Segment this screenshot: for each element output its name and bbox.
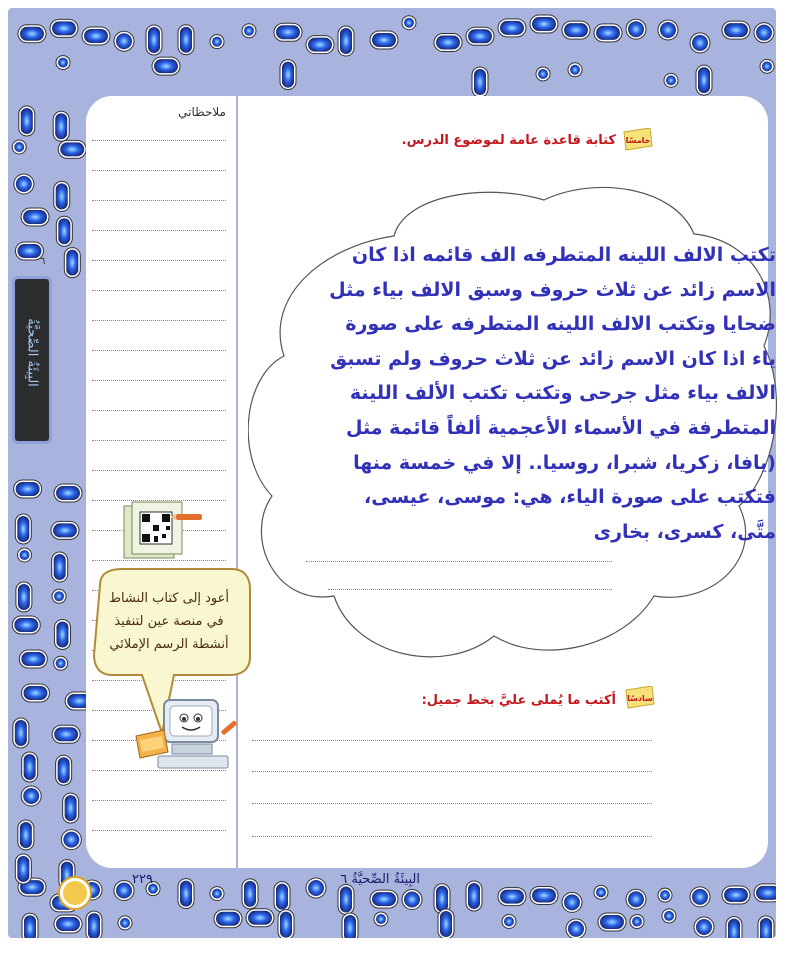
side-tab-label: البِيئَةُ الصِّحيَّةُ [24,318,40,387]
computer-mascot-icon [128,696,244,772]
dictation-line [252,836,652,837]
notes-line [92,290,226,291]
section-five-badge-text: خامسًا [625,136,651,145]
side-tab [12,276,52,444]
qr-code-icon [120,500,204,562]
rule-line: المتطرفة في الأسماء الأعجمية ألفاً قائمة مثل [346,416,776,439]
rule-text [282,238,776,549]
section-six-label: أكتب ما يُملى عليَّ بخط جميل: [421,693,616,708]
answer-line [306,561,612,562]
rule-line: الاسم زائد عن ثلاث حروف وسبق الالف بياء مثل [329,278,776,301]
footer-title: البِيئَةُ الصِّحيَّةُ ٦ [340,872,420,887]
section-six-badge [622,686,656,710]
rule-line: (يافا، زكريا، شبرا، روسيا.. إلا في خمسة منها [353,451,776,474]
notes-title: ملاحظاتي [178,105,226,119]
notes-line [92,470,226,471]
rule-line: فتكتب على صورة الياء، هي: موسى، عيسى، [364,486,776,509]
notes-line [92,440,226,441]
notes-line [92,170,226,171]
rule-line: متَّى، كسرى، بخارى [593,520,776,543]
section-six-badge-text: سادسًا [627,694,653,703]
page-number: ٢٢٩ [132,872,153,887]
notes-line [92,350,226,351]
rule-line: ياء اذا كان الاسم زائد عن ثلاث حروف ولم تسبق [330,347,776,370]
notes-line [92,800,226,801]
rule-line: الالف بياء مثل جرحى وتكتب تكتب الألف اللينة [349,382,776,405]
notes-line [92,230,226,231]
speech-bubble-text: أعود إلى كتاب النشاط في منصة عين لتنفيذ أنشطة الرسم الإملائي [108,591,230,652]
notes-line [92,200,226,201]
notes-line [92,140,226,141]
rule-line: ضحايا وتكتب الالف اللينه المتطرفه على صورة [345,313,776,336]
section-five-label: كتابة قاعدة عامة لموضوع الدرس. [401,133,616,148]
dictation-line [252,771,652,772]
notes-line [92,320,226,321]
section-five-badge [620,128,654,152]
notes-line [92,830,226,831]
notes-line [92,410,226,411]
dictation-line [252,803,652,804]
answer-line [328,589,612,590]
dictation-line [252,740,652,741]
notes-line [92,380,226,381]
notes-line [92,260,226,261]
rule-line: تكتب الالف اللينه المتطرفه الف قائمه اذا كان [351,244,776,266]
side-tab-number: ٦ [40,256,46,267]
corner-badge [60,878,90,908]
